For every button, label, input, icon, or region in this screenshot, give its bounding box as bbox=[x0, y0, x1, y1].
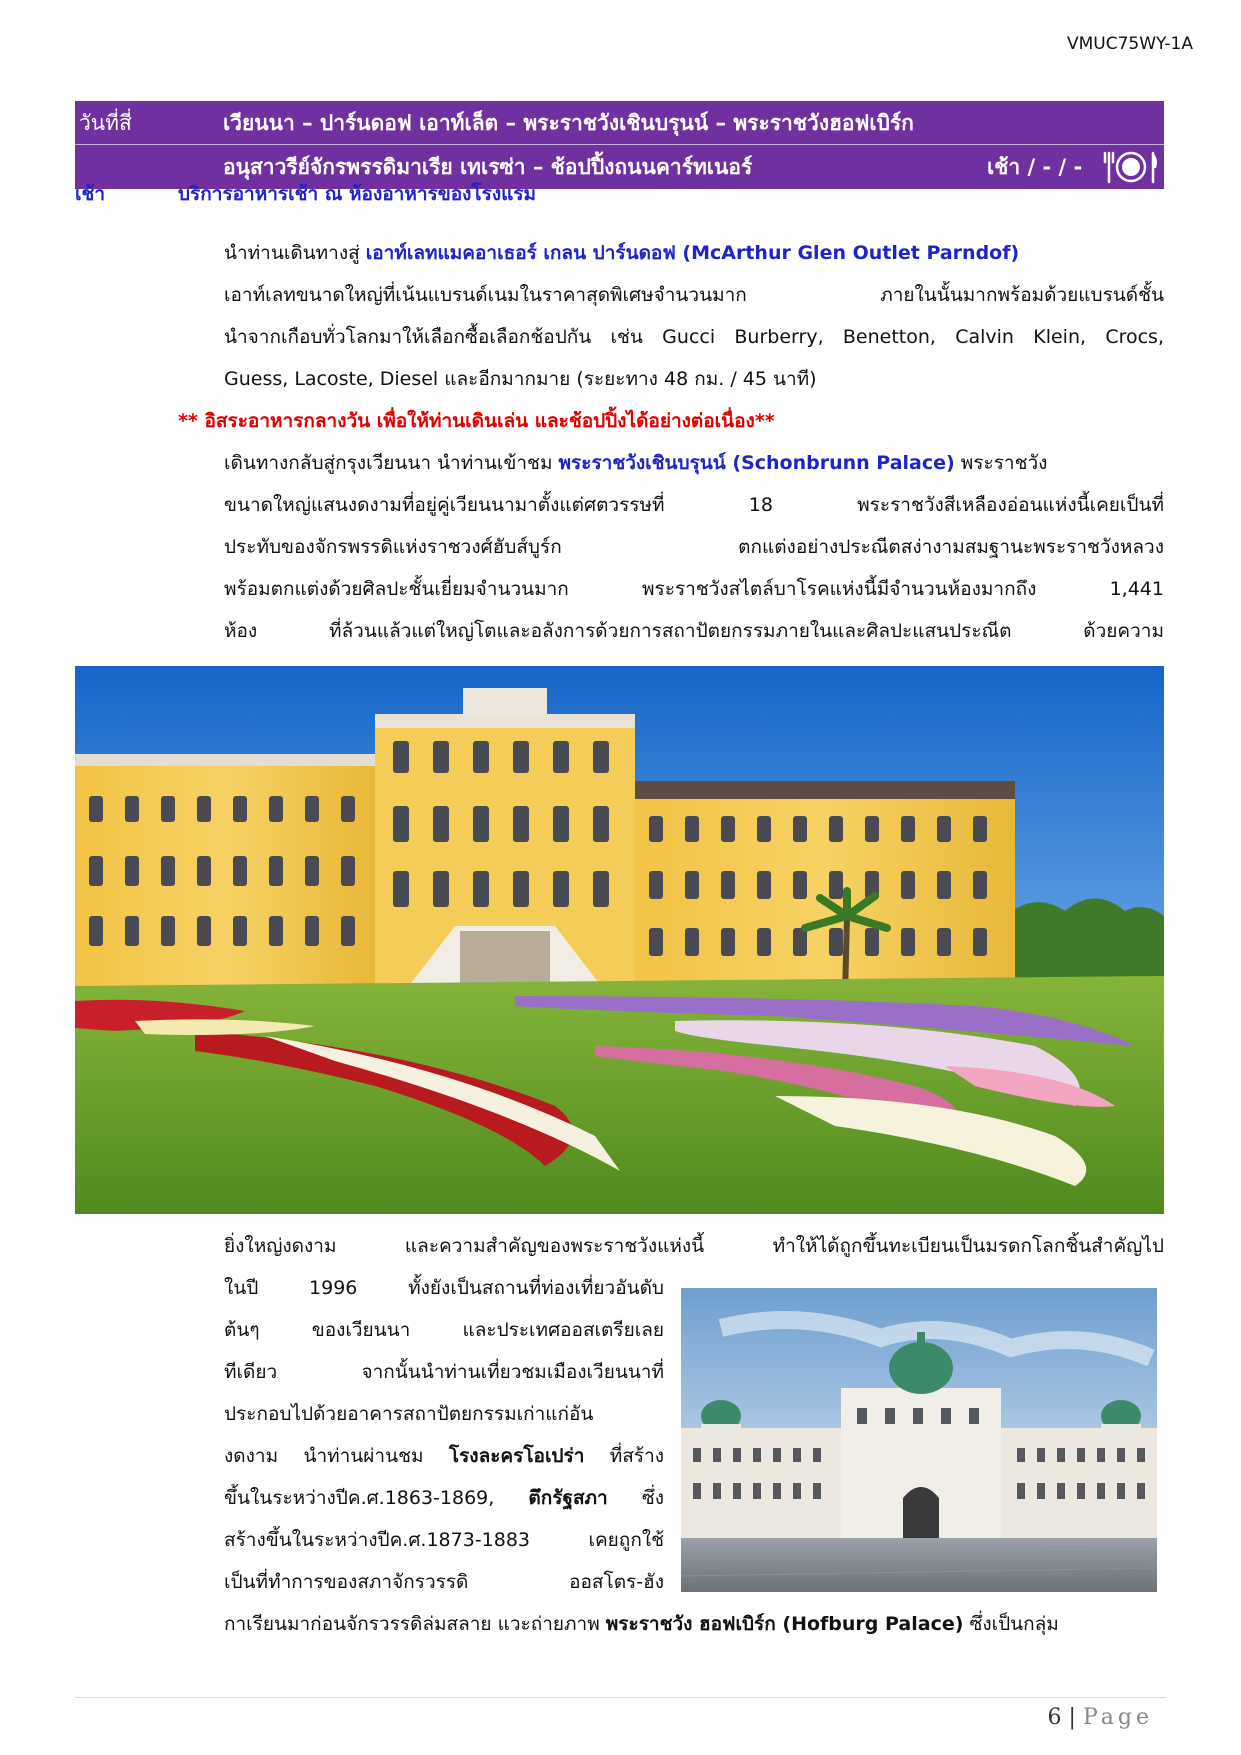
para1-line-2: เอาท์เลทขนาดใหญ่ที่เน้นแบรนด์เนมในราคาสุดพิเศษจำนวนมาก ภายในนั้นมากพร้อมด้วยแบรนด์ชั้น bbox=[224, 284, 1164, 306]
breakfast-label: เช้า bbox=[75, 183, 106, 205]
page-number-value: 6 bbox=[1047, 1705, 1062, 1730]
footer-divider bbox=[75, 1697, 1166, 1698]
para3-line-8: สร้างขึ้นในระหว่างปีค.ศ.1873-1883 เคยถูกใช้ bbox=[224, 1529, 664, 1551]
meals-indicator: เช้า / - / - bbox=[987, 155, 1083, 179]
para3-line-10: กาเรียนมาก่อนจักรวรรดิล่มสลาย แวะถ่ายภาพ พระราชวัง ฮอฟเบิร์ก (Hofburg Palace) ซึ่งเป็นกลุ่ม bbox=[224, 1613, 1059, 1635]
para3-line-1: ยิ่งใหญ่งดงาม และความสำคัญของพระราชวังแห่งนี้ ทำให้ได้ถูกขึ้นทะเบียนเป็นมรดกโลกชิ้นสำคัญไป bbox=[224, 1235, 1164, 1257]
hofburg-palace-photo bbox=[681, 1288, 1157, 1592]
para3-line-9: เป็นที่ทำการของสภาจักรวรรดิ ออสโตร-ฮัง bbox=[224, 1571, 664, 1593]
day-title-line-2: อนุสาวรีย์จักรพรรดิมาเรีย เทเรซ่า – ช้อปปิ้งถนนคาร์ทเนอร์ bbox=[223, 155, 753, 179]
para2-line-2: ขนาดใหญ่แสนงดงามที่อยู่คู่เวียนนามาตั้งแต่ศตวรรษที่ 18 พระราชวังสีเหลืองอ่อนแห่งนี้เคยเป็นที่ bbox=[224, 494, 1164, 516]
schonbrunn-palace-photo bbox=[75, 666, 1164, 1214]
document-code: VMUC75WY-1A bbox=[1067, 34, 1193, 54]
outlet-link-text: เอาท์เลทแมคอาเธอร์ เกลน ปาร์นดอฟ (McArthur Glen Outlet Parndof) bbox=[365, 242, 1020, 264]
para3-line-7: ขึ้นในระหว่างปีค.ศ.1863-1869, ตึกรัฐสภา ซึ่ง bbox=[224, 1487, 664, 1509]
page-word: Page bbox=[1082, 1705, 1153, 1730]
opera-house-text: โรงละครโอเปร่า bbox=[448, 1445, 585, 1467]
para3-line-2: ในปี 1996 ทั้งยังเป็นสถานที่ท่องเที่ยวอันดับ bbox=[224, 1277, 664, 1299]
page-separator: | bbox=[1068, 1705, 1076, 1730]
breakfast-text: บริการอาหารเช้า ณ ห้องอาหารของโรงแรม bbox=[178, 183, 537, 205]
page-number bbox=[1048, 1705, 1153, 1730]
para3-line-4: ทีเดียว จากนั้นนำท่านเที่ยวชมเมืองเวียนนาที่ bbox=[224, 1361, 664, 1383]
para2-line-4: พร้อมตกแต่งด้วยศิลปะชั้นเยี่ยมจำนวนมาก พระราชวังสไตล์บาโรคแห่งนี้มีจำนวนห้องมากถึง 1,441 bbox=[224, 578, 1164, 600]
para2-line-3: ประทับของจักรพรรดิแห่งราชวงศ์ฮับส์บูร์ก ตกแต่งอย่างประณีตสง่างามสมฐานะพระราชวังหลวง bbox=[224, 536, 1164, 558]
day-banner bbox=[75, 101, 1164, 189]
lunch-note: ** อิสระอาหารกลางวัน เพื่อให้ท่านเดินเล่น และช้อปปิ้งได้อย่างต่อเนื่อง** bbox=[178, 410, 775, 432]
hofburg-text: พระราชวัง ฮอฟเบิร์ก (Hofburg Palace) bbox=[605, 1613, 964, 1635]
para1-line-1: นำท่านเดินทางสู่ เอาท์เลทแมคอาเธอร์ เกลน ปาร์นดอฟ (McArthur Glen Outlet Parndof) bbox=[224, 242, 1020, 264]
para2-line-5: ห้อง ที่ล้วนแล้วแต่ใหญ่โตและอลังการด้วยการสถาปัตยกรรมภายในและศิลปะแสนประณีต ด้วยความ bbox=[224, 620, 1164, 642]
parliament-text: ตึกรัฐสภา bbox=[528, 1487, 608, 1509]
schonbrunn-link-text: พระราชวังเชินบรุนน์ (Schonbrunn Palace) bbox=[558, 452, 955, 474]
para3-line-6: งดงาม นำท่านผ่านชม โรงละครโอเปร่า ที่สร้าง bbox=[224, 1445, 664, 1467]
para3-line-3: ต้นๆ ของเวียนนา และประเทศออสเตรียเลย bbox=[224, 1319, 664, 1341]
para3-line-5: ประกอบไปด้วยอาคารสถาปัตยกรรมเก่าแก่อัน bbox=[224, 1403, 594, 1425]
para1-line-4: Guess, Lacoste, Diesel และอีกมากมาย (ระยะทาง 48 กม. / 45 นาที) bbox=[224, 368, 817, 390]
para2-line-1: เดินทางกลับสู่กรุงเวียนนา นำท่านเข้าชม พระราชวังเชินบรุนน์ (Schonbrunn Palace) พระราชวัง bbox=[224, 452, 1048, 474]
day-label: วันที่สี่ bbox=[79, 111, 132, 135]
day-title-line-1: เวียนนา – ปาร์นดอฟ เอาท์เล็ต – พระราชวังเชินบรุนน์ – พระราชวังฮอฟเบิร์ก bbox=[223, 111, 914, 135]
para1-line-3: นำจากเกือบทั่วโลกมาให้เลือกซื้อเลือกช้อปกัน เช่น Gucci Burberry, Benetton, Calvin Klein, Crocs, bbox=[224, 326, 1164, 348]
plate-cutlery-icon bbox=[1101, 149, 1161, 185]
banner-row-1 bbox=[75, 101, 1164, 145]
